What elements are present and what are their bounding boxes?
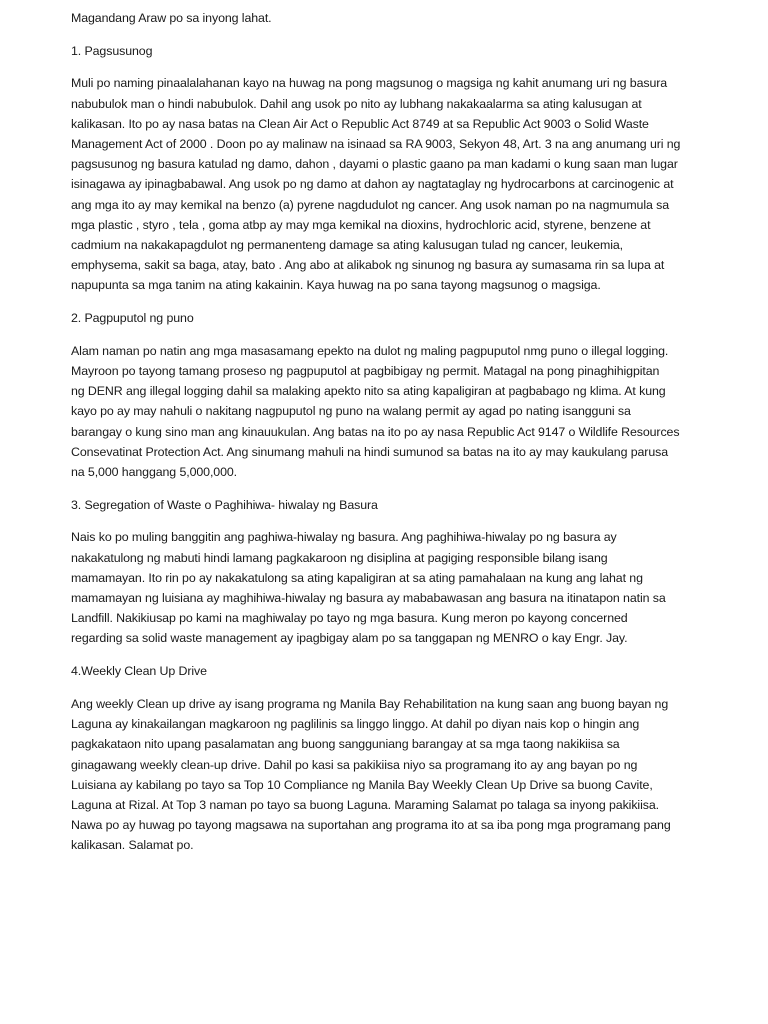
section-heading-pagsusunog: 1. Pagsusunog	[71, 43, 153, 58]
section-body-clean-up-drive: Ang weekly Clean up drive ay isang programa ng Manila Bay Rehabilitation na kung saan ang buong bayan ng Laguna ay kinakailangan magkaroon ng paglilinis sa linggo linggo. At dahil po diyan nais kop o hingin ang pagkakataon nito upang pasalamatan ang buong sangguniang barangay at sa mga taong nakikiisa sa ginagawang weekly clean-up drive. Dahil po kasi sa pakikiisa niyo sa programang ito ay ang bayan po ng Luisiana ay kabilang po tayo sa Top 10 Compliance ng Manila Bay Weekly Clean Up Drive sa buong Cavite, Laguna at Rizal. At Top 3 naman po tayo sa buong Laguna. Maraming Salamat po talaga sa inyong pakikiisa. Nawa po ay huwag po tayong magsawa na suportahan ang programa ito at sa iba pong mga programang pang kalikasan. Salamat po.	[71, 696, 671, 853]
section-body-segregation: Nais ko po muling banggitin ang paghiwa-hiwalay ng basura. Ang paghihiwa-hiwalay po ng basura ay nakakatulong ng mabuti hindi lamang pagkakaroon ng disiplina at pagiging responsible bilang isang mamamayan. Ito rin po ay nakakatulong sa ating kapaligiran at sa ating pamahalaan na kung ang lahat ng mamamayan ng luisiana ay maghihiwa-hiwalay ng basura ay mababawasan ang basura na itinatapon natin sa Landfill. Nakikiusap po kami na maghiwalay po tayo ng mga basura. Kung meron po kayong concerned regarding sa solid waste management ay ipagbigay alam po sa tanggapan ng MENRO o kay Engr. Jay.	[71, 530, 666, 646]
section-heading-clean-up-drive: 4.Weekly Clean Up Drive	[71, 664, 207, 679]
section-body-pagpuputol: Alam naman po natin ang mga masasamang epekto na dulot ng maling pagpuputol nmg puno o illegal logging. Mayroon po tayong tamang proseso ng pagpuputol at pagbibigay ng permit. Matagal na pong pinaghihigpitan ng DENR ang illegal logging dahil sa malaking apekto nito sa ating kapaligiran at pagbabago ng klima. At kung kayo po ay may nahuli o nakitang nagpuputol ng puno na walang permit ay agad po nating isangguni sa barangay o kung sino man ang kinauukulan. Ang batas na ito po ay nasa Republic Act 9147 o Wildlife Resources Consevatinat Protection Act. Ang sinumang mahuli na hindi sumunod sa batas na ito ay may kaukulang parusa na 5,000 hanggang 5,000,000.	[71, 343, 680, 480]
section-heading-segregation: 3. Segregation of Waste o Paghihiwa- hiwalay ng Basura	[71, 497, 378, 512]
section-body-pagsusunog: Muli po naming pinaalalahanan kayo na huwag na pong magsunog o magsiga ng kahit anumang uri ng basura nabubulok man o hindi nabubulok. Dahil ang usok po nito ay lubhang nakakaalarma sa ating kalusugan at kalikasan. Ito po ay nasa batas na Clean Air Act o Republic Act 8749 at sa Republic Act 9003 o Solid Waste Management Act of 2000 . Doon po ay malinaw na isinaad sa RA 9003, Sekyon 48, Art. 3 na ang anumang uri ng pagsusunog ng basura katulad ng damo, dahon , dayami o plastic gaano pa man kadami o kung saan man lugar isinagawa ay ipinagbabawal. Ang usok po ng damo at dahon ay nagtataglay ng hydrocarbons at carcinogenic at ang mga ito ay may kemikal na benzo (a) pyrene nagdudulot ng cancer. Ang usok naman po na nagmumula sa mga plastic , styro , tela , goma atbp ay may mga kemikal na dioxins, hydrochloric acid, styrene, benzene at cadmium na nakakapagdulot ng permanenteng damage sa ating kalusugan tulad ng cancer, leukemia, emphysema, sakit sa baga, atay, bato . Ang abo at alikabok ng sinunog ng basura ay sumasama rin sa lupa at napupunta sa mga tanim na ating kakainin. Kaya huwag na po sana tayong magsunog o magsiga.	[71, 76, 681, 293]
document-page	[71, 8, 701, 868]
greeting: Magandang Araw po sa inyong lahat.	[71, 11, 272, 25]
section-heading-pagpuputol: 2. Pagpuputol ng puno	[71, 311, 194, 326]
